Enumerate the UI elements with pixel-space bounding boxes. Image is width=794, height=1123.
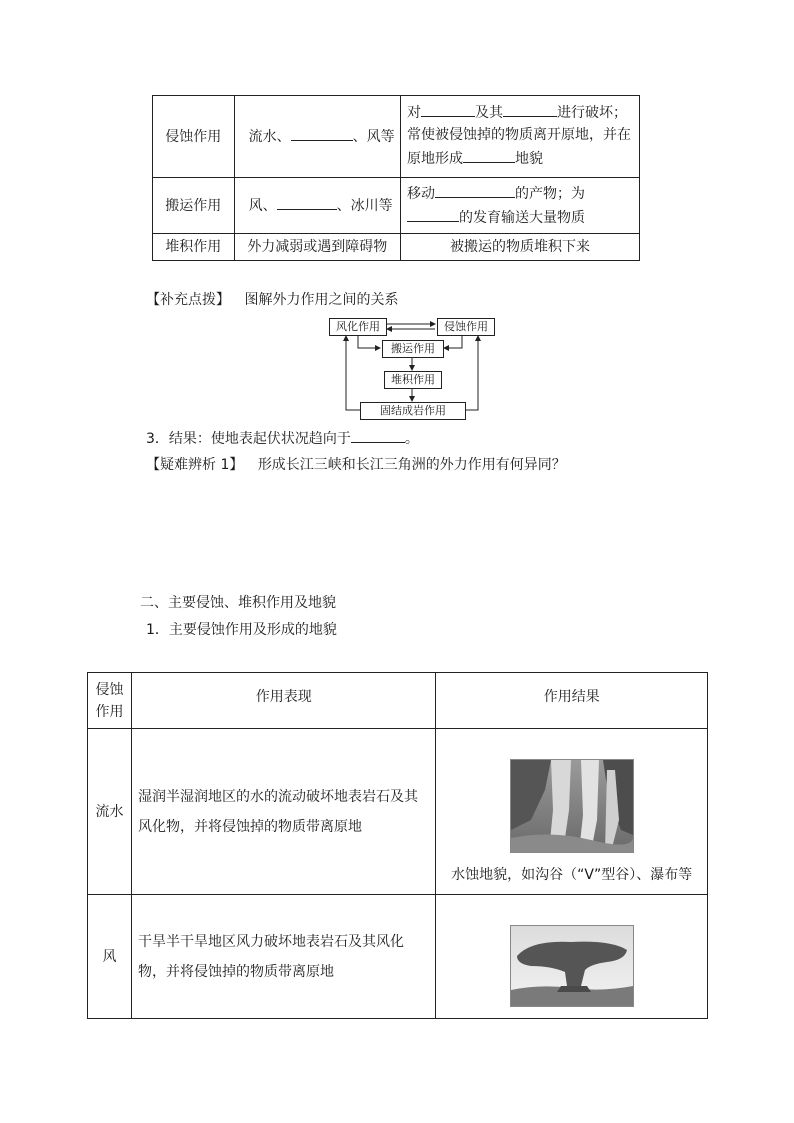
arrow-lithification-to-erosion: [466, 336, 478, 410]
cell-text: 常使被侵蚀掉的物质离开原地，并在: [407, 127, 632, 143]
factors-cell: [234, 178, 400, 234]
header-cell: 侵蚀作用: [88, 673, 132, 729]
cell-text: 的产物；为: [515, 185, 586, 202]
desc-cell: 湿润半湿润地区的水的流动破坏地表岩石及其风化物，并将侵蚀掉的物质带离原地: [131, 729, 436, 895]
row-name: 堆积作用: [153, 234, 235, 261]
box-transport: 搬运作用: [382, 340, 444, 358]
section-subheading: 1．主要侵蚀作用及形成的地貌: [146, 622, 337, 638]
fill-blank[interactable]: [435, 183, 515, 198]
fill-blank[interactable]: [351, 428, 405, 443]
table-row: [153, 96, 640, 178]
cell-text: 、风等: [352, 128, 395, 145]
result-cell: [436, 729, 708, 895]
erosion-landforms-table: [87, 672, 708, 1019]
cell-text: 风、: [248, 197, 277, 214]
question-text: 形成长江三峡和长江三角洲的外力作用有何异同？: [257, 457, 566, 473]
fill-blank[interactable]: [277, 195, 337, 210]
section-heading: 二、主要侵蚀、堆积作用及地貌: [140, 595, 336, 611]
cell-text: 的发育输送大量物质: [459, 209, 586, 226]
factors-cell: 外力减弱或遇到障碍物: [234, 234, 400, 261]
cell-text: 原地形成: [407, 151, 464, 167]
box-deposition: 堆积作用: [384, 371, 442, 389]
fill-blank[interactable]: [463, 148, 515, 163]
fill-blank[interactable]: [407, 207, 459, 222]
table-row: [88, 729, 708, 895]
box-lithification: 固结成岩作用: [360, 402, 466, 420]
result-text: 3．结果：使地表起伏状况趋向于: [146, 431, 351, 447]
row-name: 风: [88, 895, 132, 1019]
fill-blank[interactable]: [291, 126, 353, 141]
waterfall-image: [511, 760, 633, 852]
result-line: [146, 428, 419, 449]
result-suffix: 。: [404, 431, 419, 447]
mushroom-rock-photo: [510, 925, 634, 1007]
cell-text: 对: [407, 105, 422, 121]
result-caption: 水蚀地貌，如沟谷（“V”型谷）、瀑布等: [451, 867, 693, 883]
cell-text: 移动: [407, 185, 436, 202]
external-forces-diagram: [320, 316, 500, 420]
arrow-erosion-to-transport: [444, 334, 462, 348]
desc-cell: 干旱半干旱地区风力破坏地表岩石及其风化物，并将侵蚀掉的物质带离原地: [131, 895, 436, 1019]
row-name: 侵蚀作用: [153, 96, 235, 178]
effect-cell: [401, 178, 640, 234]
result-cell: [436, 895, 708, 1019]
effect-cell: 被搬运的物质堆积下来: [401, 234, 640, 261]
fill-blank[interactable]: [503, 102, 557, 117]
factors-cell: [234, 96, 400, 178]
header-cell: 作用结果: [436, 673, 708, 729]
cell-text: 地貌: [515, 151, 544, 167]
external-forces-table: [152, 95, 640, 261]
box-erosion: 侵蚀作用: [437, 318, 495, 336]
row-name: 流水: [88, 729, 132, 895]
arrow-weathering-to-transport: [358, 334, 380, 348]
question-line: [146, 455, 566, 475]
header-cell: 作用表现: [131, 673, 436, 729]
effect-cell: [401, 96, 640, 178]
row-name: 搬运作用: [153, 178, 235, 234]
supplement-text: 图解外力作用之间的关系: [244, 292, 399, 308]
table-header-row: [88, 673, 708, 729]
table-row: [153, 234, 640, 261]
cell-text: 流水、: [248, 128, 291, 145]
cell-text: 、冰川等: [336, 197, 393, 214]
waterfall-photo: [510, 759, 634, 853]
table-row: [88, 895, 708, 1019]
mushroom-rock-image: [511, 926, 633, 1006]
question-tag: 【疑难辨析 1】: [146, 457, 244, 473]
cell-text: 及其: [475, 105, 504, 121]
table-row: [153, 178, 640, 234]
box-weathering: 风化作用: [329, 318, 387, 336]
fill-blank[interactable]: [421, 102, 475, 117]
supplement-tag: 【补充点拨】: [146, 292, 230, 308]
supplement-line: [146, 290, 398, 310]
cell-text: 进行破坏；: [557, 105, 628, 121]
